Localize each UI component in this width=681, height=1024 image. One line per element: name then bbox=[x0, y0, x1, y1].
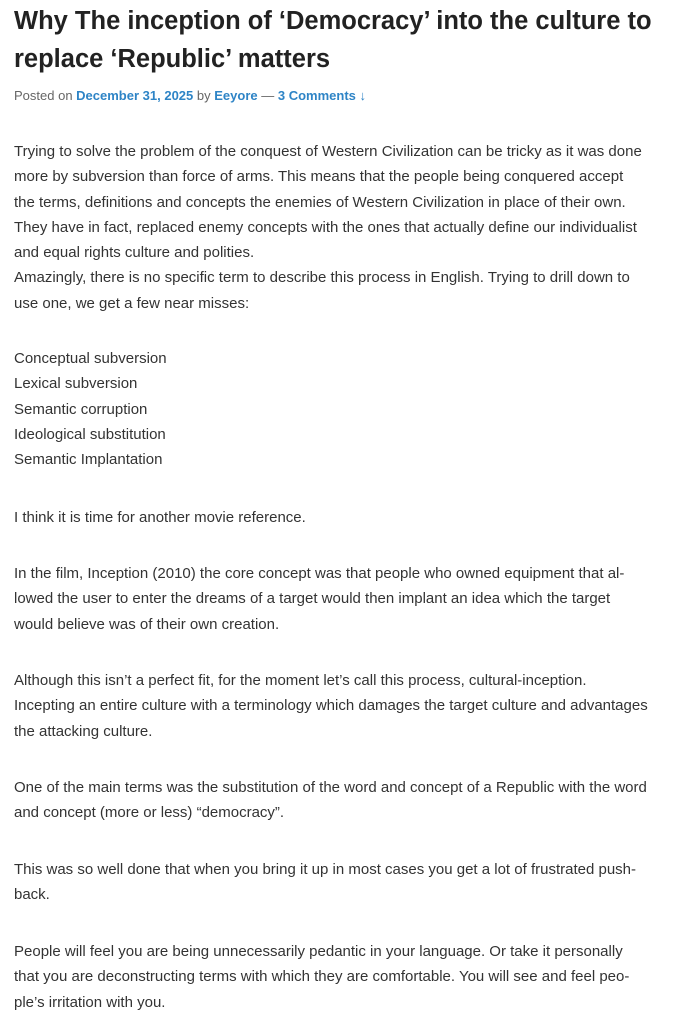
paragraph-inception-film bbox=[14, 561, 678, 637]
text-line: Incepting an entire culture with a terminology which damages the target culture and advantages bbox=[14, 697, 648, 715]
term-item: Semantic corruption bbox=[14, 400, 148, 418]
text-line: Amazingly, there is no specific term to describe this process in English. Trying to drill down to bbox=[14, 269, 630, 287]
meta-separator: — bbox=[261, 88, 275, 103]
text-line: In the film, Inception (2010) the core concept was that people who owned equipment that al- bbox=[14, 565, 625, 582]
text-line: use one, we get a few near misses: bbox=[14, 294, 250, 312]
paragraph-cultural-inception bbox=[14, 668, 678, 744]
text-line: lowed the user to enter the dreams of a target would then implant an idea which the target bbox=[14, 590, 611, 608]
paragraph-intro bbox=[14, 139, 678, 316]
text-line: This was so well done that when you bring it up in most cases you get a lot of frustrated push- bbox=[14, 861, 636, 878]
posted-on-label: Posted on bbox=[14, 88, 73, 103]
text-line: Trying to solve the problem of the conquest of Western Civilization can be tricky as it was done bbox=[14, 143, 642, 160]
text-line: the terms, definitions and concepts the enemies of Western Civilization in place of their own. bbox=[14, 193, 626, 211]
by-label: by bbox=[196, 88, 211, 103]
text-line: ple’s irritation with you. bbox=[14, 993, 166, 1011]
post-meta bbox=[14, 86, 366, 106]
term-item: Ideological substitution bbox=[14, 425, 166, 443]
text-line: They have in fact, replaced enemy concepts with the ones that actually define our individualist bbox=[14, 218, 637, 236]
text-line: the attacking culture. bbox=[14, 722, 153, 740]
text-line: back. bbox=[14, 886, 50, 904]
text-line: I think it is time for another movie reference. bbox=[14, 509, 306, 526]
text-line: would believe was of their own creation. bbox=[14, 615, 280, 633]
text-line: People will feel you are being unnecessarily pedantic in your language. Or take it personally bbox=[14, 943, 623, 960]
paragraph-pushback bbox=[14, 857, 678, 908]
term-item: Conceptual subversion bbox=[14, 350, 167, 367]
text-line: more by subversion than force of arms. This means that the people being conquered accept bbox=[14, 168, 624, 186]
term-list bbox=[14, 346, 678, 472]
term-item: Semantic Implantation bbox=[14, 451, 163, 469]
post-title bbox=[14, 2, 678, 78]
post-title-line: Why The inception of ‘Democracy’ into the culture to bbox=[14, 7, 652, 35]
paragraph-movie-reference bbox=[14, 505, 678, 530]
author-link[interactable]: Eeyore bbox=[214, 88, 258, 103]
comments-link[interactable]: 3 Comments ↓ bbox=[277, 88, 367, 103]
paragraph-republic-democracy bbox=[14, 775, 678, 826]
text-line: Although this isn’t a perfect fit, for the moment let’s call this process, cultural-inception. bbox=[14, 672, 587, 689]
post-title-line: replace ‘Republic’ matters bbox=[14, 45, 331, 73]
post-date-link[interactable]: December 31, 2025 bbox=[76, 88, 194, 103]
term-item: Lexical subversion bbox=[14, 375, 138, 393]
text-line: and concept (more or less) “democracy”. bbox=[14, 804, 285, 822]
paragraph-pedantic bbox=[14, 939, 678, 1015]
text-line: that you are deconstructing terms with which they are comfortable. You will see and feel peo- bbox=[14, 968, 630, 986]
text-line: One of the main terms was the substitution of the word and concept of a Republic with the word bbox=[14, 779, 647, 796]
text-line: and equal rights culture and polities. bbox=[14, 244, 255, 262]
